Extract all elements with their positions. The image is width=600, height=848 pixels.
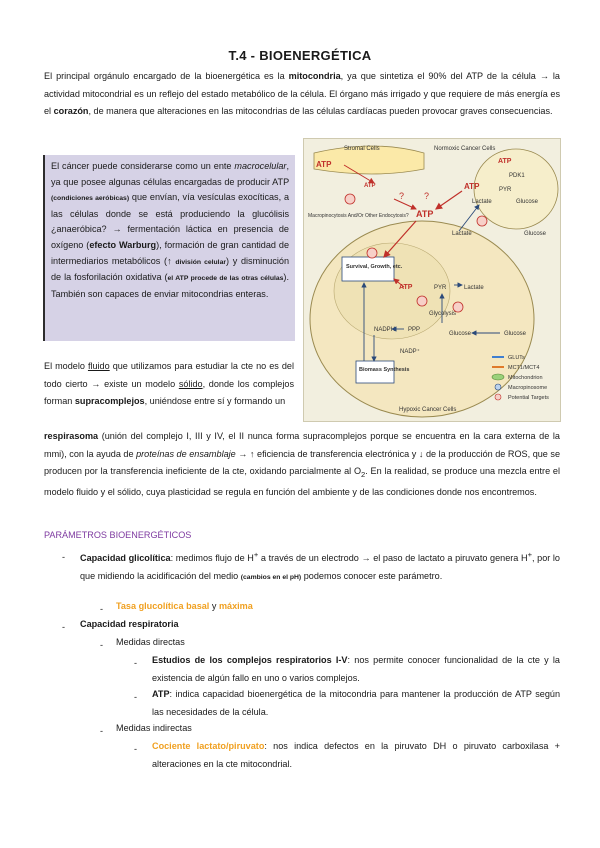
atp-label-center: ATP bbox=[416, 209, 434, 219]
glycolysis-label: Glycolysis bbox=[429, 311, 457, 317]
bullet-dash: - bbox=[134, 744, 138, 754]
lactate-pyruvate-item: Cociente lactato/piruvato: nos indica defectos en la piruvato DH o piruvato carboxilasa + alteraciones en la cte mitocondrial. bbox=[152, 741, 560, 769]
glucose-label-out: Glucose bbox=[504, 331, 527, 337]
model-paragraph-part1: El modelo fluido que utilizamos para estudiar la cte no es del todo cierto → existe un modelo sólido, donde los complejos forman supracomplejos, uniéndose entre sí y formando un bbox=[44, 361, 294, 407]
page-title: T.4 - BIOENERGÉTICA bbox=[228, 48, 372, 63]
atp-item: ATP: indica capacidad bioenergética de la mitocondria para mantener la producción de ATP según las necesidades de la célula. bbox=[152, 689, 560, 717]
bullet-dash: - bbox=[62, 552, 66, 562]
bullet-dash: - bbox=[100, 640, 104, 650]
atp-label-top: ATP bbox=[498, 158, 512, 165]
bullet-dash: - bbox=[100, 604, 104, 614]
section-heading: PARÁMETROS BIOENERGÉTICOS bbox=[44, 530, 192, 540]
legend-target: Potential Targets bbox=[508, 395, 549, 401]
bullet-dash: - bbox=[134, 692, 138, 702]
biomass-label: Biomass Synthesis bbox=[359, 367, 410, 373]
hypoxic-label: Hypoxic Cancer Cells bbox=[399, 407, 457, 413]
mitochondria-term: mitocondria bbox=[288, 71, 341, 81]
respiratory-capacity-item: Capacidad respiratoria bbox=[80, 619, 179, 629]
pyr-label-top: PYR bbox=[499, 187, 512, 193]
question-mark-1: ? bbox=[399, 191, 405, 201]
glycolytic-capacity-item: Capacidad glicolítica: medimos flujo de H+ a través de un electrodo → el paso de lactato a piruvato genera H+, por lo que midiendo la acidificación del medio (cambios en el pH) podemos conocer este parámetro. bbox=[80, 550, 560, 581]
macropinocytosis-label: Macropinocytosis And/Or Other Endocytosis? bbox=[308, 213, 409, 219]
cancer-metabolism-figure bbox=[303, 138, 561, 422]
stromal-label: Stromal Cells bbox=[344, 146, 380, 152]
atp-label-mito: ATP bbox=[399, 284, 413, 291]
heart-term: corazón bbox=[53, 106, 89, 117]
complexes-study-item: Estudios de los complejos respiratorios I-V: nos permite conocer funcionalidad de la cte y la existencia de algún fallo en uno o varios complejos. bbox=[152, 655, 560, 683]
legend-gluts: GLUTs bbox=[508, 355, 525, 361]
legend-mct: MCT1/MCT4 bbox=[508, 365, 540, 371]
atp-label-stromal: ATP bbox=[316, 160, 332, 169]
intro-paragraph: El principal orgánulo encargado de la bioenergética es la mitocondria, ya que sintetiza el 90% del ATP de la célula → la actividad mitocondrial es un reflejo del estado metabólico de la célula. El órgano más irrigado y que requiere de más energía es el corazón, de manera que alteraciones en las mitocondrias de las células cardíacas pueden provocar graves consecuencias. bbox=[44, 71, 560, 117]
lactate-label-mid: Lactate bbox=[452, 231, 472, 237]
bullet-dash: - bbox=[62, 622, 66, 632]
model-paragraph-part2: respirasoma (unión del complejo I, III y IV, el II nunca forma supracomplejos porque se encuentra en la cara externa de la mmi), con la ayuda de proteínas de ensamblaje → ↑ eficiencia de transferencia electrónica y ↓ de la producción de ROS, que se producen por la transferencia ineficiente de la cte, oxidando parcialmente al $O_2$. En la realidad, se produce una mezcla entre el modelo fluido y el sólido, cuya plasticidad se regula en función del ambiente y de las condiciones donde nos encontremos. bbox=[44, 431, 561, 497]
nadp-label: NADP⁺ bbox=[400, 349, 420, 355]
cancer-note-box: El cáncer puede considerarse como un ente macrocelular, ya que posee algunas células encargadas de producir ATP (condiciones aeróbicas) que envían, vía vesículas exocíticas, a las células donde se está produciendo la glucólisis ¿anaeróbica? → fermentación láctica en presencia de oxígeno (efecto Warburg), formación de gran cantidad de intermediarios metabólicos (↑ división celular) y disminución de la fosforilación oxidativa (el ATP procede de las otras células). También son capaces de enviar mitocondrias enteras. bbox=[43, 155, 295, 341]
indirect-measures-item: Medidas indirectas bbox=[116, 723, 192, 733]
nadph-label: NADPH bbox=[374, 327, 396, 333]
glycolytic-rate-item: Tasa glucolítica basal y máxima bbox=[116, 601, 253, 611]
atp-label-normoxic: ATP bbox=[464, 182, 480, 191]
normoxic-label: Normoxic Cancer Cells bbox=[434, 146, 496, 152]
legend-mito: Mitochondrion bbox=[508, 375, 543, 381]
atp-label-small: ATP bbox=[364, 183, 376, 189]
glucose-label-mid: Glucose bbox=[524, 231, 547, 237]
ppp-label: PPP bbox=[408, 327, 421, 333]
metabolism-diagram bbox=[304, 139, 562, 423]
bullet-dash: - bbox=[100, 726, 104, 736]
bullet-dash: - bbox=[134, 658, 138, 668]
survival-label: Survival, Growth, etc. bbox=[346, 264, 403, 270]
pdk1-label: PDK1 bbox=[509, 173, 525, 179]
pyr-label-bottom: PYR bbox=[434, 285, 447, 291]
lactate-label-top: Lactate bbox=[472, 199, 492, 205]
lactate-label-bottom: Lactate bbox=[464, 285, 484, 291]
direct-measures-item: Medidas directas bbox=[116, 637, 185, 647]
glucose-label-top: Glucose bbox=[516, 199, 539, 205]
glucose-label-bottom: Glucose bbox=[449, 331, 472, 337]
question-mark-2: ? bbox=[424, 191, 430, 201]
legend-macro: Macropinosome bbox=[508, 385, 548, 391]
